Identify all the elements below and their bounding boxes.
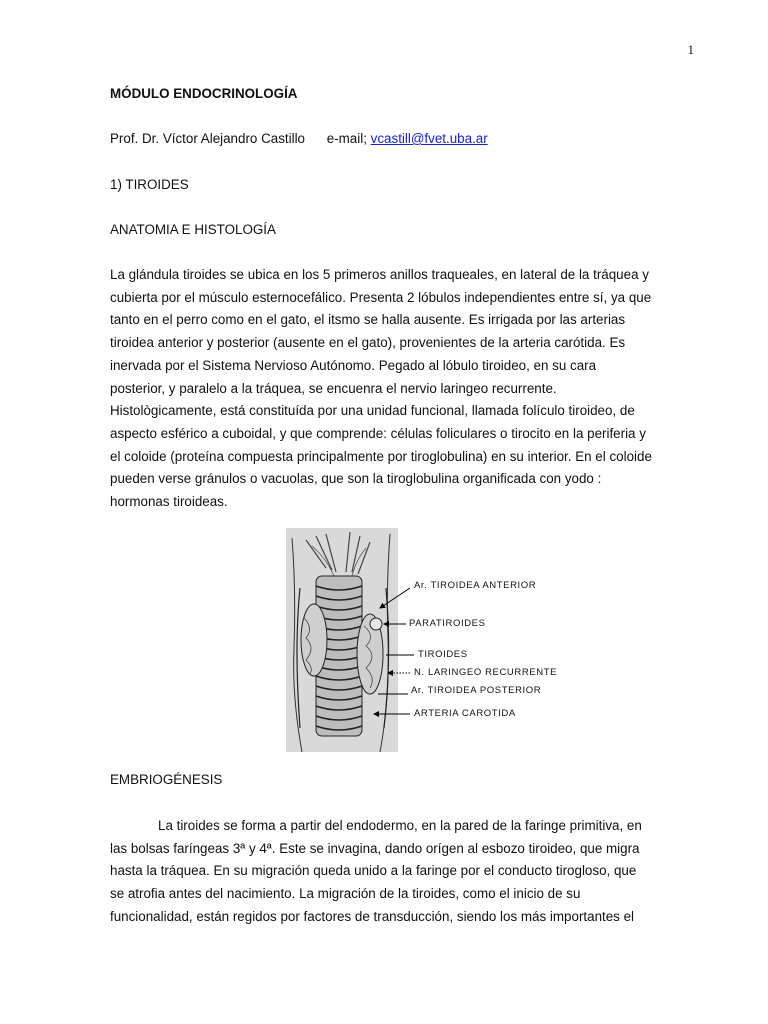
- label-arteria-carotida: ARTERIA CAROTIDA: [414, 708, 516, 719]
- leader-art-anterior: [380, 588, 410, 608]
- email-label: e-mail;: [326, 131, 367, 146]
- paragraph-line: La glándula tiroides se ubica en los 5 primeros anillos traqueales, en lateral de la tráquea y: [110, 267, 649, 282]
- paragraph-line: pueden verse gránulos o vacuolas, que son la tiroglobulina organificada con yodo :: [110, 471, 602, 487]
- label-paratiroides: PARATIROIDES: [409, 618, 486, 629]
- paragraph-line: aspecto esférico a cuboidal, y que comprende: células foliculares o tirocito en la periferia y: [110, 425, 646, 441]
- page-number: 1: [687, 42, 694, 57]
- paragraph-line: funcionalidad, están regidos por factores de transducción, siendo los más importantes el: [110, 908, 635, 924]
- label-art-tiroidea-anterior: Ar. TIROIDEA ANTERIOR: [414, 580, 537, 591]
- paragraph-line: tiroidea anterior y posterior (ausente en el gato), provenientes de la arteria carótida. Es: [110, 335, 626, 351]
- label-nervio-laringeo: N. LARINGEO RECURRENTE: [414, 667, 558, 678]
- label-art-tiroidea-posterior: Ar. TIROIDEA POSTERIOR: [411, 685, 542, 696]
- paragraph-line: tanto en el perro como en el gato, el itsmo se halla ausente. Es irrigada por las arterias: [110, 312, 626, 328]
- label-tiroides: TIROIDES: [418, 649, 468, 660]
- paragraph-line: las bolsas faríngeas 3ª y 4ª. Este se invagina, dando orígen al esbozo tiroideo, que migra: [110, 840, 640, 856]
- embriogenesis-title: EMBRIOGÉNESIS: [110, 772, 223, 787]
- paragraph-line: posterior, y paralelo a la tráquea, se encuenra el nervio laringeo recurrente.: [110, 380, 557, 396]
- paragraph-line: se atrofia antes del nacimiento. La migración de la tiroides, como el inicio de su: [110, 886, 581, 902]
- subsection-title: ANATOMIA E HISTOLOGÍA: [110, 222, 276, 237]
- author-name: Prof. Dr. Víctor Alejandro Castillo: [110, 131, 305, 146]
- email-link[interactable]: vcastill@fvet.uba.ar: [370, 131, 488, 146]
- paragraph-line: el coloide (proteína compuesta principalmente por tiroglobulina) en su interior. En el coloide: [110, 448, 652, 464]
- paragraph-line: Histològicamente, está constituída por una unidad funcional, llamada folículo tiroideo, de: [110, 403, 635, 419]
- module-title: MÓDULO ENDOCRINOLOGÍA: [110, 86, 298, 101]
- paragraph-line: cubierta por el músculo esternocefálico. Presenta 2 lóbulos independientes entre sí, ya que: [110, 289, 652, 305]
- paragraph-line: hasta la tráquea. En su migración queda unido a la faringe por el conducto tirogloso, que: [110, 863, 637, 879]
- paragraph-line: La tiroides se forma a partir del endodermo, en la pared de la faringe primitiva, en: [158, 818, 642, 833]
- paragraph-line: hormonas tiroideas.: [110, 494, 228, 510]
- paragraph-line: inervada por el Sistema Nervioso Autónomo. Pegado al lóbulo tiroideo, en su cara: [110, 357, 597, 373]
- embriogenesis-paragraph: [110, 815, 695, 929]
- section-title: 1) TIROIDES: [110, 177, 189, 192]
